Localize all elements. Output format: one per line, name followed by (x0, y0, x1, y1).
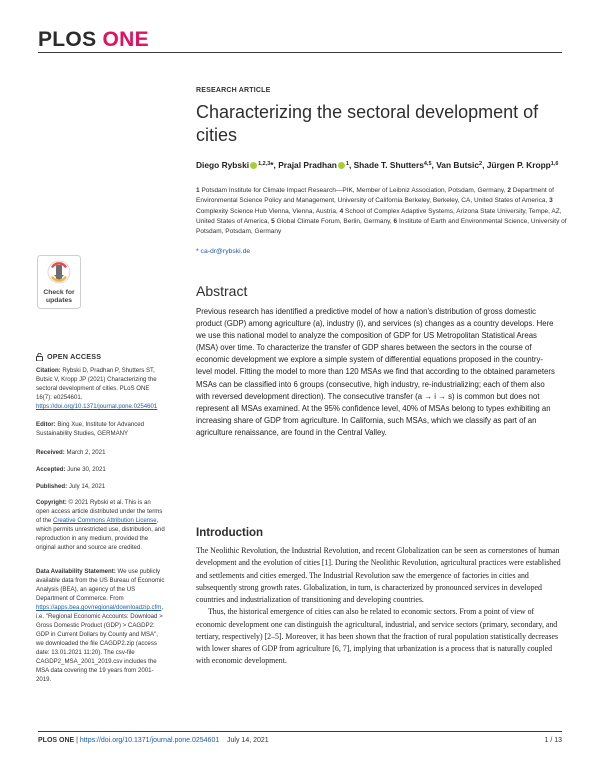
author-list (196, 159, 576, 171)
orcid-icon[interactable] (250, 162, 257, 169)
received-label: Received: (36, 449, 65, 456)
copyright-label: Copyright: (36, 499, 67, 506)
affil-num: 6 (393, 217, 398, 225)
page-footer (38, 737, 269, 744)
affil-num: 2 (507, 187, 511, 194)
author-suffix: , (348, 160, 352, 170)
logo-plos: PLOS (38, 28, 97, 51)
affil-num: 4 (339, 207, 344, 215)
data-availability-label: Data Availability Statement: (36, 568, 116, 575)
received-block (36, 448, 166, 457)
author-affil-sup: 1,6 (550, 161, 559, 167)
abstract-heading: Abstract (196, 283, 248, 299)
footer-rule (38, 731, 562, 732)
article-type-label: RESEARCH ARTICLE (196, 87, 271, 94)
affil-num: 5 (271, 217, 275, 225)
open-access-label (36, 352, 101, 361)
published-label: Published: (36, 483, 68, 490)
accepted-block (36, 465, 166, 474)
data-availability-text-rest: , i.e. "Regional Economic Accounts: Download > Gross Domestic Product (GDP) > CAGDP2: GDP in Current Dollars by County and MSA", we downloaded the file CAGDP2.zip (access date: 13.01.2021 11:20). The csv-file CAGDP2_MSA_2001_2019.csv includes the MSA data covering the 19 years from 2001-2019. (36, 604, 164, 683)
author-affil-sup: 1 (345, 161, 349, 167)
open-access-text: OPEN ACCESS (47, 352, 102, 361)
logo-one: ONE (102, 28, 149, 51)
editor-block (36, 420, 166, 438)
email-link[interactable]: ca-dr@rybski.de (200, 248, 251, 255)
footer-date: July 14, 2021 (227, 737, 269, 744)
license-link[interactable]: Creative Commons Attribution License (52, 517, 157, 524)
copyright-text-rest: , which permits unrestricted use, distribution, and reproduction in any medium, provided the original author and source are credited. (36, 517, 165, 551)
intro-paragraph: Thus, the historical emergence of cities can also be related to economic sectors. From a point of view of economic development one can distinguish the agricultural, industrial, and service sectors (primary, secondary, and tertiary, respectively) [2–5]. Moreover, it has been shown that the fraction of rural population statistically decreases with lower shares of GDP from agriculture [6, 7], implying that urbanization is a process that is naturally coupled with economic development. (196, 607, 559, 666)
author-suffix: , (431, 160, 434, 170)
check-for-updates-badge[interactable] (37, 255, 81, 309)
affil-num: 3 (549, 197, 553, 205)
badge-line2: updates (45, 297, 73, 304)
affil-num: 1 (196, 187, 200, 194)
article-title: Characterizing the sectoral development of cities (196, 102, 539, 145)
data-availability-block (36, 567, 166, 684)
affiliations (196, 186, 574, 237)
received-date: March 2, 2021 (66, 449, 106, 456)
bea-download-link[interactable]: https://apps.bea.gov/regional/downloadzip.cfm (36, 604, 162, 611)
footer-doi-link[interactable]: https://doi.org/10.1371/journal.pone.0254601 (79, 737, 220, 744)
editor-text: Bing Xue, Institute for Advanced Sustainability Studies, GERMANY (36, 421, 145, 437)
author-suffix: *, (270, 160, 276, 170)
data-availability-text: We use publicly available data from the US Bureau of Economic Analysis (BEA), an agency of the US Department of Commerce. From (36, 568, 165, 602)
check-for-updates-icon (37, 255, 81, 309)
abstract-body: Previous research has identified a predictive model of how a nation's distribution of gross domestic product (GDP) among agriculture (a), industry (i), and services (s) changes as a country develops. Here we use this national model to analyze the composition of GDP for US Metropolitan Statistical Areas (MSA) over time. To characterize the transfer of GDP shares between the sectors in the course of economic development we explore a simple system of differential equations proposed in the country-level model. Fitting the model to more than 120 MSAs we find that according to the obtained parameters MSAs can be classified into 6 groups (consecutive, high industry, re-industrializing; each of them also with reversed development direction). The consecutive transfer (a → i → s) is common but does not represent all MSAs examined. At the 95% confidence level, 40% of MSAs belong to types exhibiting an increasing share of GDP from agriculture. In California, such MSAs, which we classify as part of an agriculture renaissance, are found in the Central Valley. (196, 307, 555, 437)
citation-doi-link[interactable]: https://doi.org/10.1371/journal.pone.0254601 (36, 403, 158, 410)
copyright-text: © 2021 Rybski et al. This is an open access article distributed under the terms of the (36, 499, 163, 524)
introduction-heading: Introduction (196, 527, 264, 539)
affil-text: Institute of Earth and Environmental Science, University of Potsdam, Potsdam, Germany (196, 217, 567, 236)
author-name[interactable]: Jürgen P. Kropp (486, 160, 551, 170)
affil-text: Department of Environmental Science Policy and Management, University of California Berkeley, Berkeley, CA, United States of America, (196, 187, 554, 205)
editor-label: Editor: (36, 421, 56, 428)
author-affil-sup: 1,2,3 (258, 161, 271, 167)
affil-text: School of Complex Adaptive Systems, Arizona State University, Tempe, AZ, United States of America, (196, 207, 562, 225)
affil-text: Potsdam Institute for Climate Impact Research—PIK, Member of Leibniz Association, Potsdam, Germany, (201, 187, 506, 194)
citation-text: Rybski D, Pradhan P, Shutters ST, Butsic V, Kropp JP (2021) Characterizing the sectoral development of cities. PLoS ONE 16(7): e0254601. (36, 367, 157, 401)
intro-paragraph: The Neolithic Revolution, the Industrial Revolution, and recent Globalization can be seen as cornerstones of human development and the evolution of cities [1]. During the Neolithic Revolution, agricultural practices were established and settlements and cities emerged. The Industrial Revolution saw the emergence of factories in cities and subsequently strong growth rates. Globalization, in turn, is characterized by pronounced services in developed countries and industrialization of transitioning and developing countries. (196, 546, 561, 604)
published-date: July 14, 2021 (68, 483, 106, 490)
corresponding-email (196, 248, 250, 255)
author-suffix: , (482, 160, 485, 170)
badge-line1: Check for (43, 289, 75, 296)
orcid-icon[interactable] (338, 162, 345, 169)
copyright-block (36, 498, 166, 552)
page-number: 1 / 13 (544, 737, 562, 744)
published-block (36, 482, 166, 491)
affil-text: Global Climate Forum, Berlin, Germany, (276, 217, 392, 225)
accepted-label: Accepted: (36, 466, 66, 473)
citation-label: Citation: (36, 367, 61, 374)
journal-logo (38, 28, 149, 52)
author-name[interactable]: Van Butsic (436, 160, 480, 170)
footer-journal: PLOS ONE (38, 737, 75, 744)
header-rule (38, 52, 562, 53)
email-star: * (196, 248, 199, 255)
author-name[interactable]: Shade T. Shutters (353, 160, 424, 170)
author-name[interactable]: Prajal Pradhan (278, 160, 337, 170)
open-lock-icon (36, 353, 43, 361)
author-affil-sup: 2 (479, 161, 483, 167)
introduction-body (196, 545, 562, 668)
citation-block (36, 366, 166, 411)
author-name[interactable]: Diego Rybski (196, 160, 250, 170)
footer-separator: | (74, 737, 80, 744)
affil-text: Complexity Science Hub Vienna, Vienna, Austria, (196, 207, 338, 215)
author-affil-sup: 4,5 (423, 161, 432, 167)
accepted-date: June 30, 2021 (67, 466, 106, 473)
